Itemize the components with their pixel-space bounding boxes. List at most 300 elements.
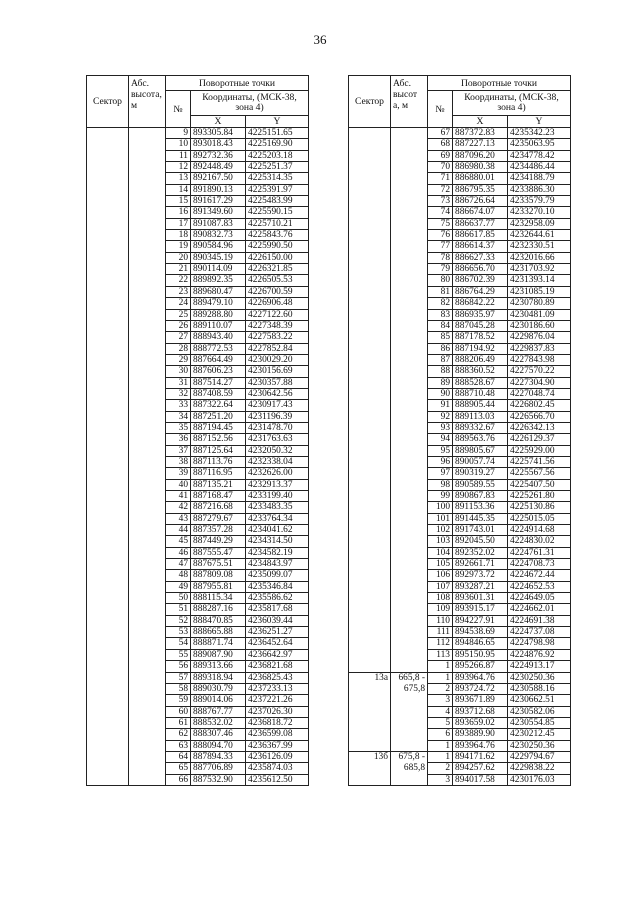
point-number-cell: 20 bbox=[166, 252, 191, 263]
point-number-cell: 1 bbox=[428, 672, 453, 683]
sector-cell bbox=[87, 491, 129, 502]
y-coordinate-cell: 4236039.44 bbox=[246, 615, 309, 626]
point-number-cell: 30 bbox=[166, 366, 191, 377]
table-row bbox=[349, 218, 571, 229]
sector-cell bbox=[87, 264, 129, 275]
sector-cell bbox=[87, 593, 129, 604]
sector-cell bbox=[349, 320, 391, 331]
y-coordinate-cell: 4225261.80 bbox=[508, 491, 571, 502]
point-number-cell: 43 bbox=[166, 513, 191, 524]
y-coordinate-cell: 4225929.00 bbox=[508, 445, 571, 456]
y-coordinate-cell: 4229794.67 bbox=[508, 751, 571, 762]
table-row bbox=[349, 354, 571, 365]
y-coordinate-cell: 4230554.85 bbox=[508, 717, 571, 728]
x-coordinate-cell: 887152.56 bbox=[191, 434, 246, 445]
x-coordinate-cell: 892448.49 bbox=[191, 162, 246, 173]
altitude-cell: 675,8 - bbox=[391, 751, 428, 762]
x-coordinate-cell: 895266.87 bbox=[453, 661, 508, 672]
point-number-cell: 83 bbox=[428, 309, 453, 320]
y-coordinate-cell: 4224798.98 bbox=[508, 638, 571, 649]
altitude-cell bbox=[391, 570, 428, 581]
point-number-cell: 92 bbox=[428, 411, 453, 422]
sector-cell bbox=[349, 298, 391, 309]
altitude-cell bbox=[129, 354, 166, 365]
x-coordinate-cell: 889332.67 bbox=[453, 422, 508, 433]
sector-cell bbox=[349, 150, 391, 161]
point-number-cell: 14 bbox=[166, 184, 191, 195]
altitude-cell bbox=[391, 275, 428, 286]
x-coordinate-cell: 887279.67 bbox=[191, 513, 246, 524]
table-row bbox=[349, 740, 571, 751]
x-coordinate-cell: 886637.77 bbox=[453, 218, 508, 229]
altitude-cell bbox=[129, 218, 166, 229]
sector-cell bbox=[87, 525, 129, 536]
altitude-cell bbox=[391, 525, 428, 536]
table-row bbox=[349, 150, 571, 161]
table-row bbox=[87, 207, 309, 218]
x-coordinate-cell: 889313.66 bbox=[191, 661, 246, 672]
y-coordinate-cell: 4233270.10 bbox=[508, 207, 571, 218]
altitude-cell bbox=[129, 173, 166, 184]
altitude-cell bbox=[391, 491, 428, 502]
x-coordinate-cell: 891743.01 bbox=[453, 525, 508, 536]
point-number-cell: 1 bbox=[428, 740, 453, 751]
y-coordinate-cell: 4225590.15 bbox=[246, 207, 309, 218]
y-coordinate-cell: 4224652.53 bbox=[508, 581, 571, 592]
sector-cell bbox=[87, 400, 129, 411]
point-number-cell: 82 bbox=[428, 298, 453, 309]
y-coordinate-cell: 4226505.53 bbox=[246, 275, 309, 286]
sector-cell bbox=[349, 581, 391, 592]
y-header: Y bbox=[508, 116, 571, 128]
altitude-cell bbox=[391, 366, 428, 377]
y-coordinate-cell: 4224830.02 bbox=[508, 536, 571, 547]
y-coordinate-cell: 4232913.37 bbox=[246, 479, 309, 490]
y-coordinate-cell: 4227304.90 bbox=[508, 377, 571, 388]
sector-cell bbox=[349, 717, 391, 728]
table-row bbox=[87, 729, 309, 740]
table-row bbox=[87, 456, 309, 467]
point-number-cell: 91 bbox=[428, 400, 453, 411]
altitude-cell bbox=[129, 627, 166, 638]
point-number-cell: 23 bbox=[166, 286, 191, 297]
point-number-cell: 3 bbox=[428, 774, 453, 785]
sector-cell bbox=[87, 649, 129, 660]
y-coordinate-cell: 4232338.04 bbox=[246, 456, 309, 467]
sector-cell bbox=[349, 184, 391, 195]
table-row bbox=[349, 615, 571, 626]
x-coordinate-cell: 887135.21 bbox=[191, 479, 246, 490]
point-number-cell: 24 bbox=[166, 298, 191, 309]
table-row bbox=[87, 479, 309, 490]
y-coordinate-cell: 4229838.22 bbox=[508, 763, 571, 774]
point-number-cell: 17 bbox=[166, 218, 191, 229]
table-row bbox=[87, 275, 309, 286]
y-coordinate-cell: 4236367.99 bbox=[246, 740, 309, 751]
altitude-cell bbox=[129, 525, 166, 536]
x-coordinate-cell: 887555.47 bbox=[191, 547, 246, 558]
y-coordinate-cell: 4225567.56 bbox=[508, 468, 571, 479]
altitude-cell bbox=[391, 309, 428, 320]
altitude-cell bbox=[391, 230, 428, 241]
y-coordinate-cell: 4230780.89 bbox=[508, 298, 571, 309]
turning-points-header: Поворотные точки bbox=[166, 76, 309, 91]
point-number-cell: 38 bbox=[166, 456, 191, 467]
table-row bbox=[349, 695, 571, 706]
y-coordinate-cell: 4226129.37 bbox=[508, 434, 571, 445]
table-row bbox=[349, 706, 571, 717]
table-row bbox=[349, 570, 571, 581]
altitude-cell bbox=[129, 468, 166, 479]
table-row bbox=[87, 695, 309, 706]
x-coordinate-cell: 887116.95 bbox=[191, 468, 246, 479]
y-coordinate-cell: 4236452.64 bbox=[246, 638, 309, 649]
altitude-header: Абс. высота, м bbox=[129, 76, 166, 128]
x-coordinate-cell: 889479.10 bbox=[191, 298, 246, 309]
altitude-header: Абс. высот а, м bbox=[391, 76, 428, 128]
altitude-cell bbox=[391, 649, 428, 660]
sector-cell bbox=[349, 230, 391, 241]
y-coordinate-cell: 4236251.27 bbox=[246, 627, 309, 638]
point-number-cell: 63 bbox=[166, 740, 191, 751]
sector-cell bbox=[87, 763, 129, 774]
x-coordinate-cell: 886980.38 bbox=[453, 162, 508, 173]
x-header: X bbox=[191, 116, 246, 128]
x-coordinate-cell: 887894.33 bbox=[191, 751, 246, 762]
table-row bbox=[87, 184, 309, 195]
altitude-cell bbox=[391, 502, 428, 513]
sector-cell bbox=[349, 139, 391, 150]
table-row bbox=[349, 751, 571, 762]
altitude-cell bbox=[129, 332, 166, 343]
table-row bbox=[349, 128, 571, 139]
altitude-cell bbox=[129, 275, 166, 286]
point-number-cell: 9 bbox=[166, 128, 191, 139]
altitude-cell bbox=[129, 196, 166, 207]
table-row bbox=[87, 162, 309, 173]
altitude-cell bbox=[129, 672, 166, 683]
altitude-cell bbox=[391, 536, 428, 547]
x-coordinate-cell: 891349.60 bbox=[191, 207, 246, 218]
x-coordinate-cell: 889113.03 bbox=[453, 411, 508, 422]
altitude-cell bbox=[391, 207, 428, 218]
altitude-cell: 685,8 bbox=[391, 763, 428, 774]
point-number-cell: 101 bbox=[428, 513, 453, 524]
altitude-cell bbox=[391, 774, 428, 785]
y-coordinate-cell: 4231393.14 bbox=[508, 275, 571, 286]
turning-points-header: Поворотные точки bbox=[428, 76, 571, 91]
point-number-cell: 103 bbox=[428, 536, 453, 547]
x-coordinate-cell: 893671.89 bbox=[453, 695, 508, 706]
x-coordinate-cell: 888307.46 bbox=[191, 729, 246, 740]
point-number-cell: 15 bbox=[166, 196, 191, 207]
altitude-cell bbox=[391, 264, 428, 275]
altitude-cell bbox=[391, 218, 428, 229]
x-coordinate-cell: 890589.55 bbox=[453, 479, 508, 490]
x-coordinate-cell: 889087.90 bbox=[191, 649, 246, 660]
altitude-cell bbox=[391, 604, 428, 615]
table-row bbox=[87, 706, 309, 717]
altitude-cell bbox=[391, 411, 428, 422]
y-coordinate-cell: 4234486.44 bbox=[508, 162, 571, 173]
point-number-cell: 51 bbox=[166, 604, 191, 615]
y-coordinate-cell: 4227048.74 bbox=[508, 388, 571, 399]
table-row bbox=[349, 763, 571, 774]
y-coordinate-cell: 4226566.70 bbox=[508, 411, 571, 422]
sector-cell bbox=[349, 286, 391, 297]
table-row bbox=[349, 434, 571, 445]
y-coordinate-cell: 4236825.43 bbox=[246, 672, 309, 683]
table-row bbox=[87, 196, 309, 207]
table-row bbox=[349, 468, 571, 479]
table-row bbox=[87, 717, 309, 728]
y-coordinate-cell: 4226802.45 bbox=[508, 400, 571, 411]
x-coordinate-cell: 890345.19 bbox=[191, 252, 246, 263]
point-number-cell: 40 bbox=[166, 479, 191, 490]
y-coordinate-cell: 4233886.30 bbox=[508, 184, 571, 195]
point-number-cell: 52 bbox=[166, 615, 191, 626]
x-coordinate-cell: 894846.65 bbox=[453, 638, 508, 649]
table-row bbox=[87, 252, 309, 263]
altitude-cell bbox=[129, 241, 166, 252]
point-number-cell: 1 bbox=[428, 751, 453, 762]
table-row bbox=[87, 388, 309, 399]
sector-cell bbox=[349, 468, 391, 479]
altitude-cell bbox=[391, 286, 428, 297]
y-coordinate-cell: 4225843.76 bbox=[246, 230, 309, 241]
point-number-cell: 12 bbox=[166, 162, 191, 173]
sector-cell bbox=[87, 422, 129, 433]
altitude-cell bbox=[391, 456, 428, 467]
point-number-cell: 69 bbox=[428, 150, 453, 161]
coordinates-header: Координаты, (МСК-38, зона 4) bbox=[453, 91, 571, 116]
y-coordinate-cell: 4230176.03 bbox=[508, 774, 571, 785]
altitude-cell bbox=[391, 740, 428, 751]
table-row bbox=[87, 411, 309, 422]
y-coordinate-cell: 4230588.16 bbox=[508, 683, 571, 694]
sector-cell bbox=[349, 400, 391, 411]
x-coordinate-cell: 886795.35 bbox=[453, 184, 508, 195]
x-coordinate-cell: 892352.02 bbox=[453, 547, 508, 558]
table-row bbox=[349, 252, 571, 263]
point-number-cell: 76 bbox=[428, 230, 453, 241]
y-coordinate-cell: 4236599.08 bbox=[246, 729, 309, 740]
sector-cell bbox=[87, 547, 129, 558]
sector-cell bbox=[349, 252, 391, 263]
sector-cell bbox=[87, 196, 129, 207]
table-row bbox=[87, 638, 309, 649]
point-number-cell: 95 bbox=[428, 445, 453, 456]
x-coordinate-cell: 893712.68 bbox=[453, 706, 508, 717]
altitude-cell bbox=[129, 581, 166, 592]
point-number-cell: 78 bbox=[428, 252, 453, 263]
sector-cell bbox=[87, 332, 129, 343]
sector-cell bbox=[349, 456, 391, 467]
altitude-cell bbox=[391, 593, 428, 604]
table-row bbox=[349, 377, 571, 388]
sector-cell bbox=[87, 683, 129, 694]
sector-header: Сектор bbox=[87, 76, 129, 128]
table-row bbox=[87, 547, 309, 558]
x-coordinate-cell: 892045.50 bbox=[453, 536, 508, 547]
y-coordinate-cell: 4230357.88 bbox=[246, 377, 309, 388]
altitude-cell bbox=[129, 456, 166, 467]
point-number-cell: 111 bbox=[428, 627, 453, 638]
altitude-cell bbox=[391, 513, 428, 524]
x-coordinate-cell: 887125.64 bbox=[191, 445, 246, 456]
altitude-cell bbox=[391, 559, 428, 570]
table-row bbox=[349, 400, 571, 411]
altitude-cell bbox=[129, 343, 166, 354]
altitude-cell bbox=[391, 139, 428, 150]
point-number-cell: 31 bbox=[166, 377, 191, 388]
sector-cell bbox=[87, 456, 129, 467]
x-coordinate-cell: 887514.27 bbox=[191, 377, 246, 388]
altitude-cell bbox=[129, 400, 166, 411]
x-coordinate-cell: 892973.72 bbox=[453, 570, 508, 581]
x-coordinate-cell: 891890.13 bbox=[191, 184, 246, 195]
table-row bbox=[349, 422, 571, 433]
table-row bbox=[87, 604, 309, 615]
sector-cell bbox=[349, 173, 391, 184]
x-coordinate-cell: 887096.20 bbox=[453, 150, 508, 161]
y-coordinate-cell: 4225015.05 bbox=[508, 513, 571, 524]
table-row bbox=[349, 184, 571, 195]
x-coordinate-cell: 892661.71 bbox=[453, 559, 508, 570]
altitude-cell bbox=[129, 309, 166, 320]
altitude-cell bbox=[129, 162, 166, 173]
altitude-cell bbox=[391, 695, 428, 706]
table-row bbox=[349, 241, 571, 252]
point-number-cell: 35 bbox=[166, 422, 191, 433]
table-row bbox=[349, 286, 571, 297]
altitude-cell bbox=[129, 638, 166, 649]
y-coordinate-cell: 4224913.17 bbox=[508, 661, 571, 672]
sector-cell bbox=[87, 774, 129, 785]
sector-cell bbox=[349, 207, 391, 218]
y-coordinate-cell: 4226150.00 bbox=[246, 252, 309, 263]
sector-cell bbox=[87, 366, 129, 377]
sector-cell bbox=[349, 422, 391, 433]
sector-cell bbox=[349, 479, 391, 490]
table-row bbox=[349, 366, 571, 377]
y-coordinate-cell: 4226700.59 bbox=[246, 286, 309, 297]
x-coordinate-cell: 893601.31 bbox=[453, 593, 508, 604]
y-coordinate-cell: 4224649.05 bbox=[508, 593, 571, 604]
altitude-cell bbox=[129, 763, 166, 774]
altitude-cell bbox=[129, 593, 166, 604]
y-coordinate-cell: 4235099.07 bbox=[246, 570, 309, 581]
point-number-cell: 89 bbox=[428, 377, 453, 388]
sector-cell bbox=[87, 672, 129, 683]
x-coordinate-cell: 887372.83 bbox=[453, 128, 508, 139]
y-coordinate-cell: 4231196.39 bbox=[246, 411, 309, 422]
table-row bbox=[87, 343, 309, 354]
page-number: 36 bbox=[313, 32, 327, 47]
sector-cell bbox=[349, 162, 391, 173]
point-number-cell: 18 bbox=[166, 230, 191, 241]
altitude-cell bbox=[129, 377, 166, 388]
x-coordinate-cell: 889563.76 bbox=[453, 434, 508, 445]
x-coordinate-cell: 886935.97 bbox=[453, 309, 508, 320]
sector-cell bbox=[349, 740, 391, 751]
table-row bbox=[87, 298, 309, 309]
point-number-cell: 47 bbox=[166, 559, 191, 570]
x-coordinate-cell: 890057.74 bbox=[453, 456, 508, 467]
table-row bbox=[349, 388, 571, 399]
x-coordinate-cell: 894017.58 bbox=[453, 774, 508, 785]
y-coordinate-cell: 4235586.62 bbox=[246, 593, 309, 604]
point-number-cell: 44 bbox=[166, 525, 191, 536]
y-coordinate-cell: 4227348.39 bbox=[246, 320, 309, 331]
x-coordinate-cell: 887251.20 bbox=[191, 411, 246, 422]
sector-cell bbox=[349, 615, 391, 626]
table-row bbox=[87, 320, 309, 331]
coordinates-table-left bbox=[86, 75, 309, 786]
x-coordinate-cell: 891153.36 bbox=[453, 502, 508, 513]
sector-cell bbox=[87, 581, 129, 592]
sector-cell bbox=[87, 150, 129, 161]
altitude-cell bbox=[129, 695, 166, 706]
x-coordinate-cell: 894171.62 bbox=[453, 751, 508, 762]
table-row bbox=[87, 286, 309, 297]
table-row bbox=[349, 604, 571, 615]
point-number-cell: 94 bbox=[428, 434, 453, 445]
x-coordinate-cell: 893287.21 bbox=[453, 581, 508, 592]
sector-cell bbox=[349, 366, 391, 377]
point-number-cell: 41 bbox=[166, 491, 191, 502]
x-coordinate-cell: 893964.76 bbox=[453, 672, 508, 683]
sector-cell bbox=[87, 729, 129, 740]
y-coordinate-cell: 4233764.34 bbox=[246, 513, 309, 524]
altitude-cell bbox=[129, 604, 166, 615]
x-coordinate-cell: 888115.34 bbox=[191, 593, 246, 604]
sector-cell bbox=[349, 275, 391, 286]
table-row bbox=[349, 729, 571, 740]
table-row bbox=[87, 264, 309, 275]
altitude-cell bbox=[391, 241, 428, 252]
x-coordinate-cell: 887045.28 bbox=[453, 320, 508, 331]
x-coordinate-cell: 887675.51 bbox=[191, 559, 246, 570]
table-row bbox=[87, 332, 309, 343]
altitude-cell bbox=[129, 683, 166, 694]
table-body-left bbox=[87, 128, 309, 786]
table-row bbox=[349, 456, 571, 467]
x-coordinate-cell: 892732.36 bbox=[191, 150, 246, 161]
table-row bbox=[87, 468, 309, 479]
y-coordinate-cell: 4225483.99 bbox=[246, 196, 309, 207]
x-coordinate-cell: 888943.40 bbox=[191, 332, 246, 343]
x-coordinate-cell: 889030.79 bbox=[191, 683, 246, 694]
altitude-cell bbox=[129, 445, 166, 456]
sector-cell bbox=[87, 468, 129, 479]
y-coordinate-cell: 4234041.62 bbox=[246, 525, 309, 536]
point-number-cell: 10 bbox=[166, 139, 191, 150]
table-body-right bbox=[349, 128, 571, 786]
point-number-cell: 36 bbox=[166, 434, 191, 445]
y-coordinate-cell: 4225169.90 bbox=[246, 139, 309, 150]
x-coordinate-cell: 886627.33 bbox=[453, 252, 508, 263]
y-coordinate-cell: 4232330.51 bbox=[508, 241, 571, 252]
altitude-cell bbox=[129, 388, 166, 399]
point-number-cell: 45 bbox=[166, 536, 191, 547]
y-coordinate-cell: 4236821.68 bbox=[246, 661, 309, 672]
table-row bbox=[349, 411, 571, 422]
y-coordinate-cell: 4231478.70 bbox=[246, 422, 309, 433]
sector-cell bbox=[349, 763, 391, 774]
y-coordinate-cell: 4235612.50 bbox=[246, 774, 309, 785]
x-coordinate-cell: 887227.13 bbox=[453, 139, 508, 150]
